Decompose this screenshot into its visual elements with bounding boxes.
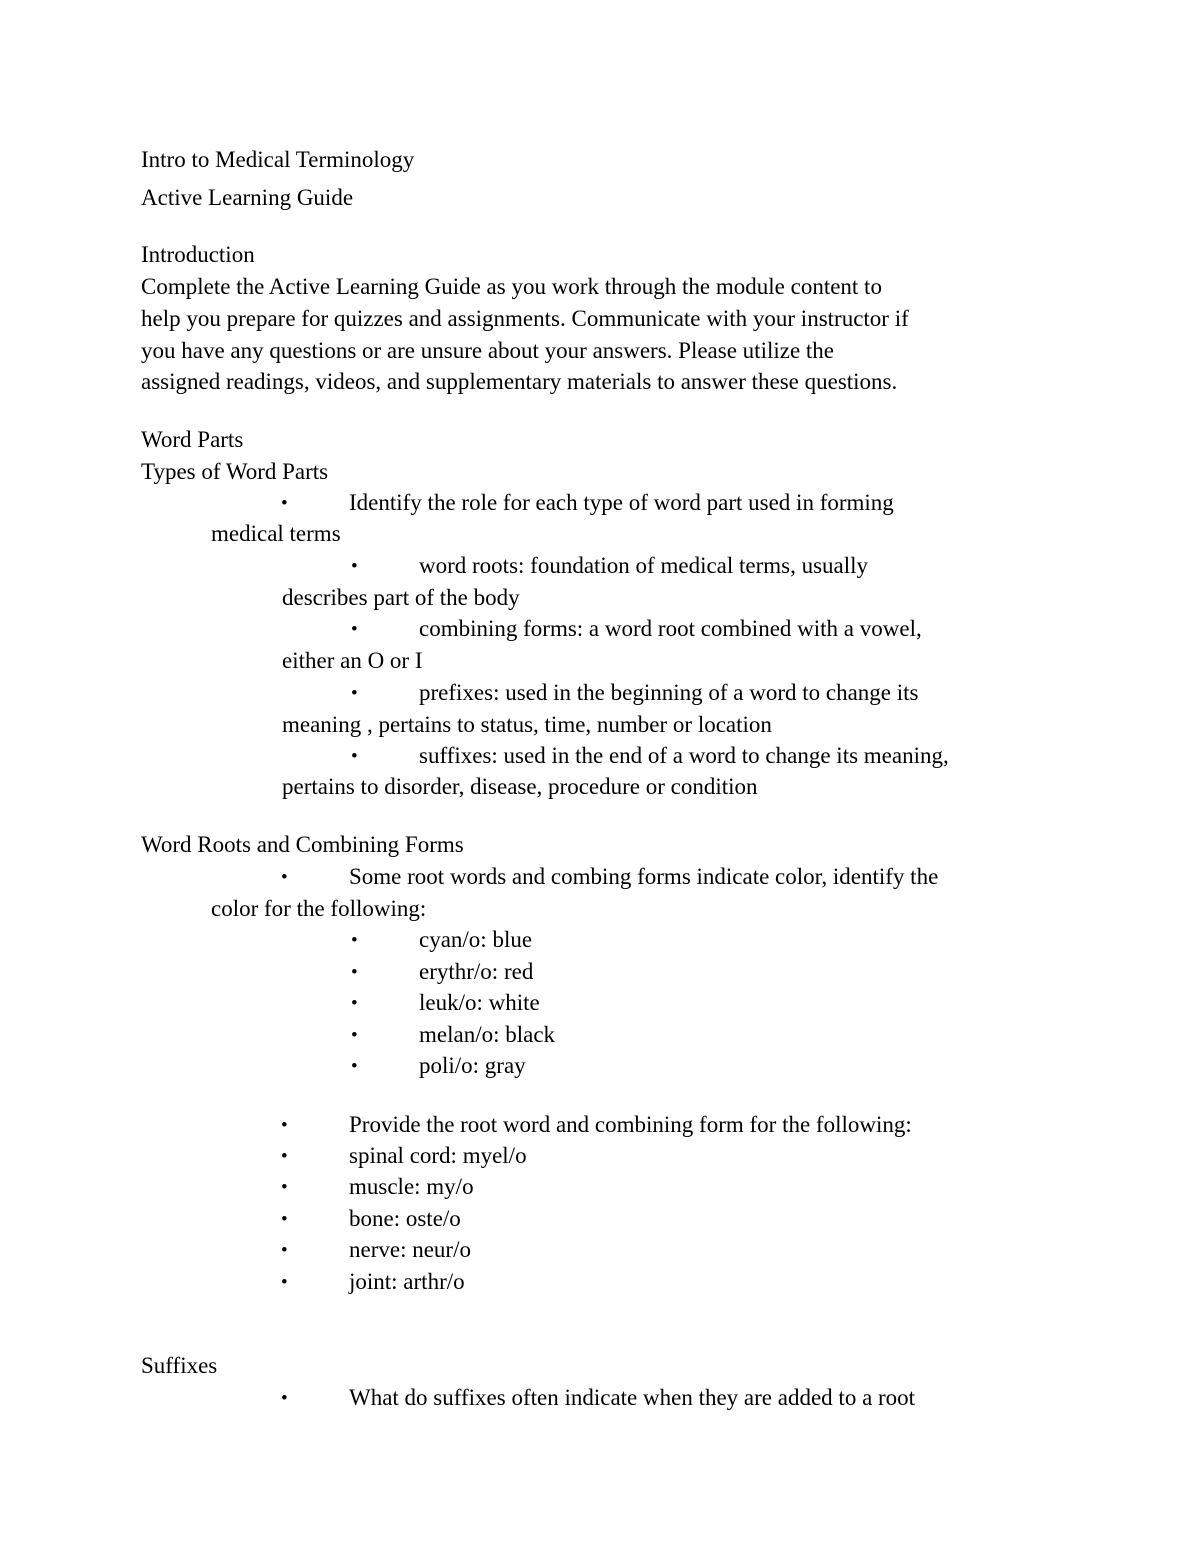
course-title: Intro to Medical Terminology bbox=[141, 147, 415, 172]
color-item: leuk/o: white bbox=[419, 990, 540, 1015]
bullet: • bbox=[281, 1177, 288, 1198]
color-item: melan/o: black bbox=[419, 1022, 556, 1047]
roots-heading: Word Roots and Combining Forms bbox=[141, 832, 464, 857]
introduction-line: you have any questions or are unsure about your answers. Please utilize the bbox=[141, 338, 834, 363]
introduction-line: help you prepare for quizzes and assignments. Communicate with your instructor if bbox=[141, 306, 909, 331]
bullet: • bbox=[281, 1146, 288, 1167]
word-part-answer: prefixes: used in the beginning of a word to change its bbox=[419, 680, 919, 705]
forms-question: Provide the root word and combining form for the following: bbox=[349, 1112, 912, 1137]
bullet: • bbox=[281, 1115, 288, 1136]
color-item: poli/o: gray bbox=[419, 1053, 526, 1078]
word-part-answer: suffixes: used in the end of a word to change its meaning, bbox=[419, 743, 949, 768]
bullet: • bbox=[281, 493, 288, 514]
bullet: • bbox=[351, 993, 358, 1014]
word-part-answer: either an O or I bbox=[282, 648, 423, 673]
color-question: color for the following: bbox=[211, 896, 427, 921]
word-part-answer: word roots: foundation of medical terms, usually bbox=[419, 553, 869, 578]
introduction-heading: Introduction bbox=[141, 242, 255, 267]
bullet: • bbox=[281, 1240, 288, 1261]
form-item: bone: oste/o bbox=[349, 1206, 461, 1231]
word-parts-question: medical terms bbox=[211, 521, 341, 546]
bullet: • bbox=[351, 556, 358, 577]
bullet: • bbox=[281, 1209, 288, 1230]
bullet: • bbox=[351, 1056, 358, 1077]
bullet: • bbox=[351, 962, 358, 983]
bullet: • bbox=[281, 867, 288, 888]
form-item: nerve: neur/o bbox=[349, 1237, 471, 1262]
guide-title: Active Learning Guide bbox=[141, 185, 354, 210]
bullet: • bbox=[351, 1025, 358, 1046]
form-item: spinal cord: myel/o bbox=[349, 1143, 527, 1168]
word-parts-question: Identify the role for each type of word part used in forming bbox=[349, 490, 894, 515]
color-item: erythr/o: red bbox=[419, 959, 534, 984]
suffixes-question: What do suffixes often indicate when they are added to a root bbox=[349, 1385, 916, 1410]
word-part-answer: meaning , pertains to status, time, number or location bbox=[282, 712, 772, 737]
bullet: • bbox=[351, 930, 358, 951]
bullet: • bbox=[351, 619, 358, 640]
word-part-answer: combining forms: a word root combined with a vowel, bbox=[419, 616, 922, 641]
bullet: • bbox=[281, 1388, 288, 1409]
introduction-line: assigned readings, videos, and supplementary materials to answer these questions. bbox=[141, 369, 898, 394]
word-parts-subheading: Types of Word Parts bbox=[141, 459, 329, 484]
color-item: cyan/o: blue bbox=[419, 927, 533, 952]
bullet: • bbox=[281, 1272, 288, 1293]
color-question: Some root words and combing forms indicate color, identify the bbox=[349, 864, 939, 889]
bullet: • bbox=[351, 683, 358, 704]
bullet: • bbox=[351, 746, 358, 767]
form-item: muscle: my/o bbox=[349, 1174, 474, 1199]
suffixes-heading: Suffixes bbox=[141, 1353, 218, 1378]
introduction-line: Complete the Active Learning Guide as you work through the module content to bbox=[141, 274, 882, 299]
word-part-answer: pertains to disorder, disease, procedure or condition bbox=[282, 774, 758, 799]
form-item: joint: arthr/o bbox=[349, 1269, 465, 1294]
word-parts-heading: Word Parts bbox=[141, 427, 244, 452]
word-part-answer: describes part of the body bbox=[282, 585, 520, 610]
